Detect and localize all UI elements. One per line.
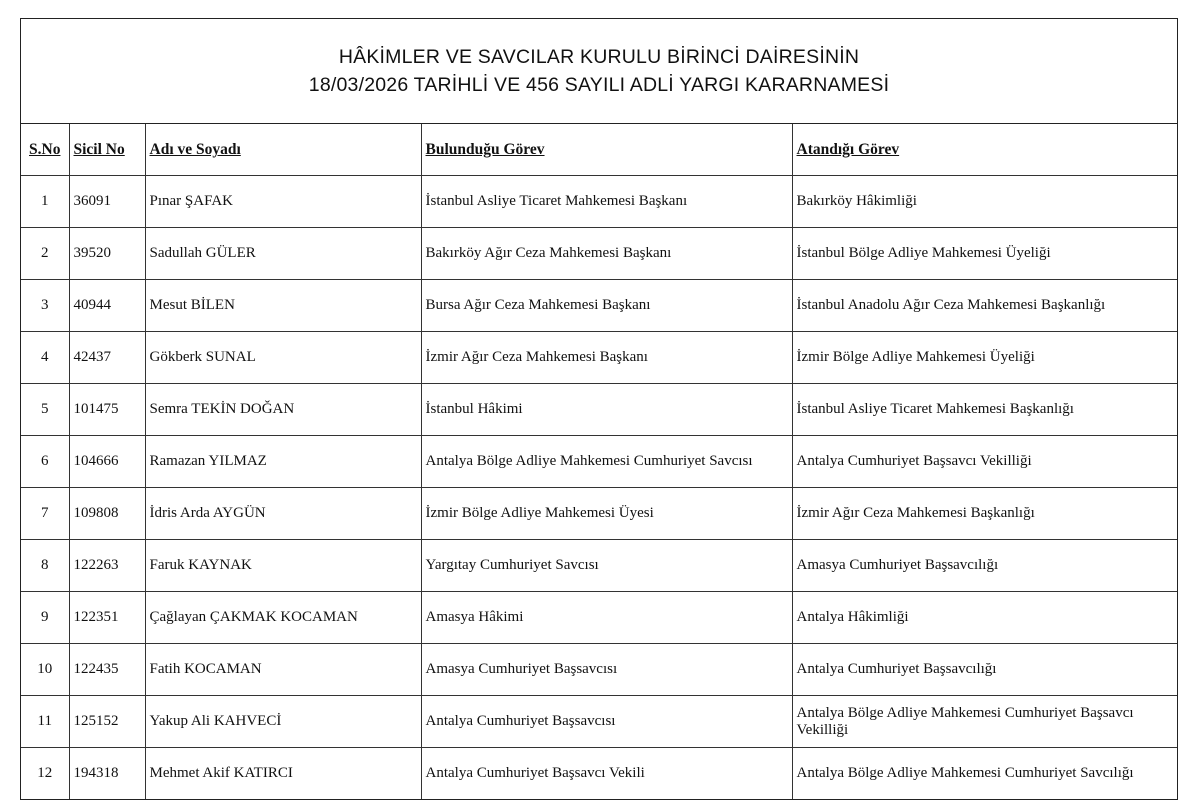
cell-current-post: İzmir Ağır Ceza Mahkemesi Başkanı (421, 332, 792, 384)
cell-sno: 11 (21, 696, 69, 748)
cell-sicil: 104666 (69, 436, 145, 488)
cell-assigned-post: İstanbul Bölge Adliye Mahkemesi Üyeliği (792, 228, 1177, 280)
header-sicil: Sicil No (69, 124, 145, 176)
document-title (21, 19, 1177, 124)
cell-name: Gökberk SUNAL (145, 332, 421, 384)
cell-name: Sadullah GÜLER (145, 228, 421, 280)
cell-assigned-post: Bakırköy Hâkimliği (792, 176, 1177, 228)
cell-assigned-post: Amasya Cumhuriyet Başsavcılığı (792, 540, 1177, 592)
cell-assigned-post: Antalya Hâkimliği (792, 592, 1177, 644)
table-row (21, 332, 1177, 384)
cell-sno: 6 (21, 436, 69, 488)
header-name: Adı ve Soyadı (145, 124, 421, 176)
table-row (21, 540, 1177, 592)
cell-current-post: İstanbul Asliye Ticaret Mahkemesi Başkanı (421, 176, 792, 228)
table-row (21, 280, 1177, 332)
cell-sicil: 109808 (69, 488, 145, 540)
cell-sno: 7 (21, 488, 69, 540)
cell-assigned-post: İstanbul Anadolu Ağır Ceza Mahkemesi Başkanlığı (792, 280, 1177, 332)
cell-current-post: Antalya Cumhuriyet Başsavcısı (421, 696, 792, 748)
cell-name: Semra TEKİN DOĞAN (145, 384, 421, 436)
cell-sicil: 122263 (69, 540, 145, 592)
cell-sno: 1 (21, 176, 69, 228)
cell-current-post: İzmir Bölge Adliye Mahkemesi Üyesi (421, 488, 792, 540)
cell-sicil: 40944 (69, 280, 145, 332)
cell-current-post: Bakırköy Ağır Ceza Mahkemesi Başkanı (421, 228, 792, 280)
cell-current-post: Amasya Cumhuriyet Başsavcısı (421, 644, 792, 696)
cell-sno: 8 (21, 540, 69, 592)
cell-sno: 5 (21, 384, 69, 436)
cell-sno: 2 (21, 228, 69, 280)
header-sno: S.No (21, 124, 69, 176)
table-row (21, 696, 1177, 748)
table-row (21, 176, 1177, 228)
cell-name: İdris Arda AYGÜN (145, 488, 421, 540)
cell-sicil: 101475 (69, 384, 145, 436)
cell-current-post: İstanbul Hâkimi (421, 384, 792, 436)
table-row (21, 644, 1177, 696)
cell-name: Çağlayan ÇAKMAK KOCAMAN (145, 592, 421, 644)
cell-current-post: Yargıtay Cumhuriyet Savcısı (421, 540, 792, 592)
cell-name: Mehmet Akif KATIRCI (145, 748, 421, 800)
cell-assigned-post: Antalya Bölge Adliye Mahkemesi Cumhuriyet Başsavcı Vekilliği (792, 696, 1177, 748)
cell-assigned-post: İzmir Ağır Ceza Mahkemesi Başkanlığı (792, 488, 1177, 540)
cell-name: Fatih KOCAMAN (145, 644, 421, 696)
decree-document (20, 18, 1178, 800)
cell-sicil: 125152 (69, 696, 145, 748)
cell-sicil: 36091 (69, 176, 145, 228)
cell-sno: 10 (21, 644, 69, 696)
table-row (21, 592, 1177, 644)
table-row (21, 488, 1177, 540)
cell-assigned-post: Antalya Bölge Adliye Mahkemesi Cumhuriyet Savcılığı (796, 765, 1134, 781)
cell-sno: 4 (21, 332, 69, 384)
table-header-row (21, 124, 1177, 176)
table-row (21, 748, 1177, 800)
cell-sno: 12 (21, 748, 69, 800)
cell-sicil: 194318 (69, 748, 145, 800)
header-assigned-post: Atandığı Görev (792, 124, 1177, 176)
cell-current-post: Antalya Cumhuriyet Başsavcı Vekili (421, 748, 792, 800)
cell-assigned-post: İstanbul Asliye Ticaret Mahkemesi Başkanlığı (792, 384, 1177, 436)
cell-current-post: Antalya Bölge Adliye Mahkemesi Cumhuriyet Savcısı (421, 436, 792, 488)
cell-current-post: Amasya Hâkimi (421, 592, 792, 644)
cell-assigned-post: İzmir Bölge Adliye Mahkemesi Üyeliği (792, 332, 1177, 384)
cell-sno: 3 (21, 280, 69, 332)
cell-sicil: 122435 (69, 644, 145, 696)
appointments-table (21, 124, 1177, 799)
cell-sicil: 122351 (69, 592, 145, 644)
title-line-1: HÂKİMLER VE SAVCILAR KURULU BİRİNCİ DAİRESİNİN (338, 46, 860, 68)
header-current-post: Bulunduğu Görev (421, 124, 792, 176)
cell-name: Ramazan YILMAZ (145, 436, 421, 488)
table-row (21, 436, 1177, 488)
cell-assigned-post: Antalya Cumhuriyet Başsavcılığı (792, 644, 1177, 696)
cell-sno: 9 (21, 592, 69, 644)
cell-name: Yakup Ali KAHVECİ (145, 696, 421, 748)
cell-sicil: 39520 (69, 228, 145, 280)
cell-assigned-post: Antalya Cumhuriyet Başsavcı Vekilliği (792, 436, 1177, 488)
title-line-2: 18/03/2026 TARİHLİ VE 456 SAYILI ADLİ YARGI KARARNAMESİ (308, 74, 890, 96)
cell-current-post: Bursa Ağır Ceza Mahkemesi Başkanı (421, 280, 792, 332)
cell-name: Pınar ŞAFAK (145, 176, 421, 228)
table-row (21, 384, 1177, 436)
cell-sicil: 42437 (69, 332, 145, 384)
table-row (21, 228, 1177, 280)
cell-name: Mesut BİLEN (145, 280, 421, 332)
cell-name: Faruk KAYNAK (145, 540, 421, 592)
